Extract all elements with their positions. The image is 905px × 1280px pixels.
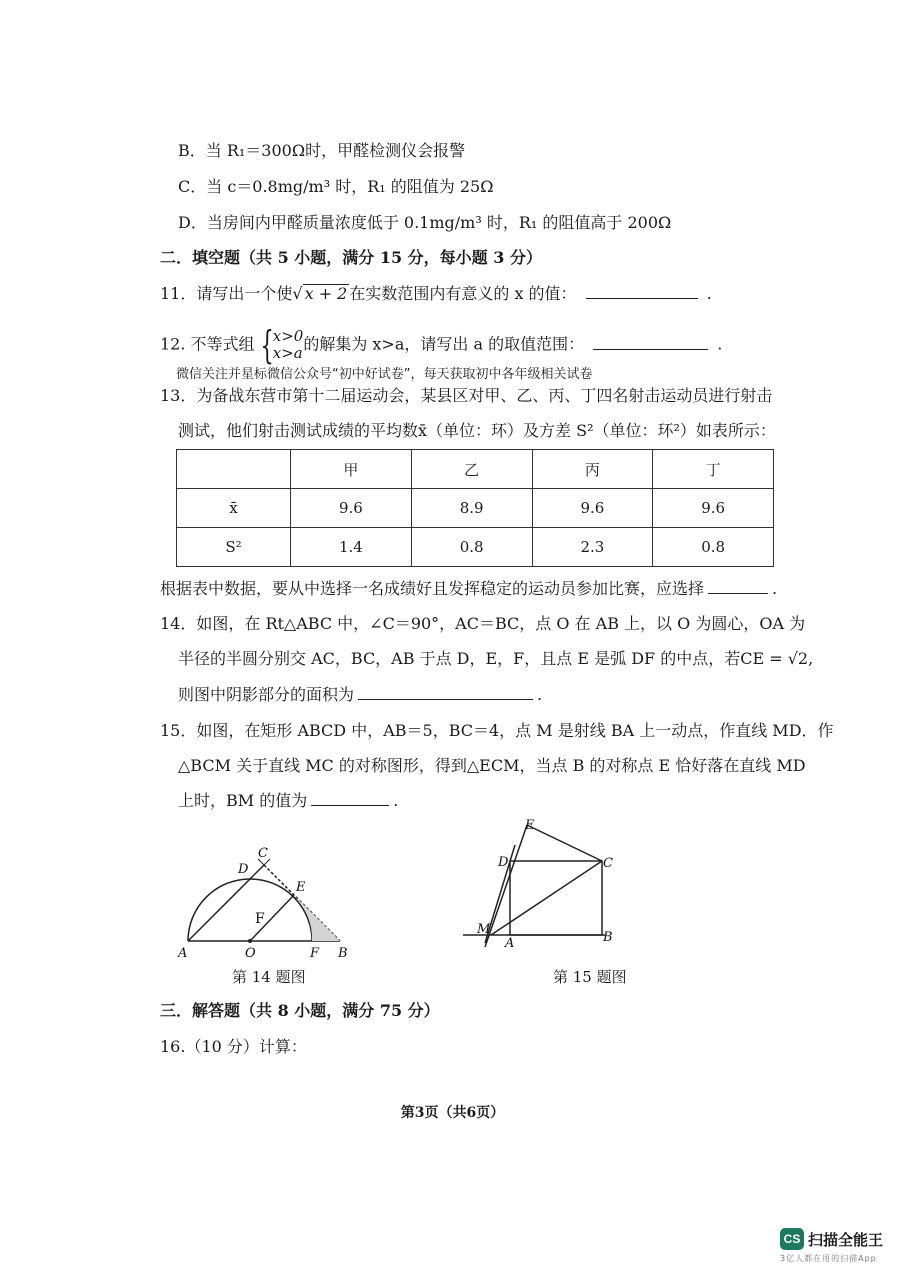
q13-line-2: 测试，他们射击测试成绩的平均数x̄（单位：环）及方差 S²（单位：环²）如表所示：: [178, 421, 776, 440]
table-cell: 0.8: [653, 528, 774, 567]
q14-line-1: 14．如图，在 Rt△ABC 中，∠C＝90°，AC＝BC，点 O 在 AB 上，以 O 为圆心，OA 为: [160, 614, 806, 633]
sqrt-symbol: √: [292, 284, 303, 303]
q11-suffix: 在实数范围内有意义的 x 的值：: [349, 284, 577, 303]
q11-prefix: 11．请写出一个使: [160, 284, 293, 303]
answer-blank-15[interactable]: [311, 791, 389, 806]
table-cell: 8.9: [411, 489, 532, 528]
question-11: [160, 283, 712, 305]
label-c: C: [603, 856, 613, 871]
segment-mc: [491, 861, 602, 935]
label-a: A: [505, 936, 515, 951]
figure-14: [170, 845, 360, 965]
q12-suffix: 的解集为 x>a，请写出 a 的取值范围：: [303, 334, 585, 354]
watermark-note: 微信关注并星标微信公众号“初中好试卷”，每天获取初中各年级相关试卷: [176, 367, 593, 382]
figure-15: [455, 815, 625, 965]
table-header-cell: 丙: [532, 450, 653, 489]
q11-end: .: [706, 284, 712, 303]
q13-after-text: 根据表中数据，要从中选择一名成绩好且发挥稳定的运动员参加比赛，应选择: [160, 579, 705, 598]
option-c: C．当 c＝0.8mg/m³ 时，R₁ 的阻值为 25Ω: [178, 177, 494, 196]
label-o: O: [245, 946, 256, 961]
table-header-cell: 甲: [291, 450, 412, 489]
page-number: 第3页（共6页）: [400, 1105, 505, 1121]
answer-blank-12[interactable]: [593, 335, 708, 350]
table-header-cell: [177, 450, 291, 489]
q15-end: .: [393, 791, 399, 810]
inequality-1: x>0: [272, 327, 304, 345]
label-c: C: [258, 846, 268, 861]
label-e: E: [296, 880, 306, 895]
q13-line-1: 13．为备战东营市第十二届运动会，某县区对甲、乙、丙、丁四名射击运动员进行射击: [160, 386, 773, 405]
option-d: D．当房间内甲醛质量浓度低于 0.1mg/m³ 时，R₁ 的阻值高于 200Ω: [178, 213, 672, 232]
inequality-2: x>a: [272, 344, 303, 362]
table-header-cell: 乙: [411, 450, 532, 489]
table-row: [177, 528, 774, 567]
label-b: B: [603, 930, 613, 945]
inequality-system: [273, 328, 304, 362]
rectangle-abcd: [510, 861, 602, 935]
handwritten-mark: F: [255, 911, 265, 927]
q15-line-2: △BCM 关于直线 MC 的对称图形，得到△ECM，当点 B 的对称点 E 恰好落在直线 MD: [178, 756, 806, 775]
answer-blank-11[interactable]: [586, 284, 698, 299]
semicircle-arc: [188, 879, 312, 941]
figure-14-caption: 第 14 题图: [232, 968, 306, 986]
score-table: [176, 449, 774, 567]
cs-logo-icon: CS: [780, 1228, 804, 1250]
brace-symbol: {: [259, 323, 274, 367]
logo-name: 扫描全能王: [808, 1230, 884, 1249]
q11-radicand: x + 2: [304, 284, 348, 303]
label-b: B: [338, 946, 348, 961]
q15-line-3: [178, 790, 398, 812]
q14-line-3: [178, 684, 542, 706]
table-cell: S²: [177, 528, 291, 567]
center-point: [248, 939, 252, 943]
table-cell: x̄: [177, 489, 291, 528]
answer-blank-13[interactable]: [708, 579, 768, 594]
label-d: D: [498, 855, 509, 870]
table-cell: 2.3: [532, 528, 653, 567]
q15-line-1: 15．如图，在矩形 ABCD 中，AB＝5，BC＝4，点 M 是射线 BA 上一动点，作直线 MD．作: [160, 721, 834, 740]
question-16: 16.（10 分）计算：: [160, 1037, 307, 1056]
label-d: D: [238, 862, 249, 877]
answer-blank-14[interactable]: [358, 685, 533, 700]
table-header-cell: 丁: [653, 450, 774, 489]
segment-ac: [188, 865, 264, 941]
segment-ec: [527, 825, 602, 861]
q12-end: .: [717, 334, 723, 354]
label-f: F: [310, 946, 320, 961]
q15-line-3-text: 上时，BM 的值为: [178, 791, 308, 810]
label-a: A: [178, 946, 188, 961]
table-cell: 0.8: [411, 528, 532, 567]
q13-after: [160, 578, 777, 600]
q14-line-3-text: 则图中阴影部分的面积为: [178, 685, 355, 704]
table-cell: 1.4: [291, 528, 412, 567]
q12-prefix: 12. 不等式组: [160, 334, 255, 354]
table-header-row: [177, 450, 774, 489]
figure-15-caption: 第 15 题图: [553, 968, 627, 986]
label-m: M: [477, 922, 491, 937]
q14-end: .: [537, 685, 543, 704]
option-b: B．当 R₁＝300Ω时，甲醛检测仪会报警: [178, 141, 466, 160]
table-cell: 9.6: [291, 489, 412, 528]
section-3-title: 三．解答题（共 8 小题，满分 75 分）: [160, 1001, 440, 1020]
scanner-logo: [780, 1228, 883, 1264]
line-md: [485, 825, 527, 947]
q13-end: .: [772, 579, 778, 598]
q14-line-2: 半径的半圆分别交 AC，BC，AB 于点 D，E，F，且点 E 是弧 DF 的中点，若CE = √2,: [178, 649, 814, 668]
question-12: [160, 323, 723, 367]
label-e: E: [525, 818, 535, 833]
table-row: [177, 489, 774, 528]
section-2-title: 二．填空题（共 5 小题，满分 15 分，每小题 3 分）: [160, 248, 542, 267]
logo-subtitle: 3亿人都在用的扫描App: [780, 1254, 877, 1263]
table-cell: 9.6: [653, 489, 774, 528]
table-cell: 9.6: [532, 489, 653, 528]
